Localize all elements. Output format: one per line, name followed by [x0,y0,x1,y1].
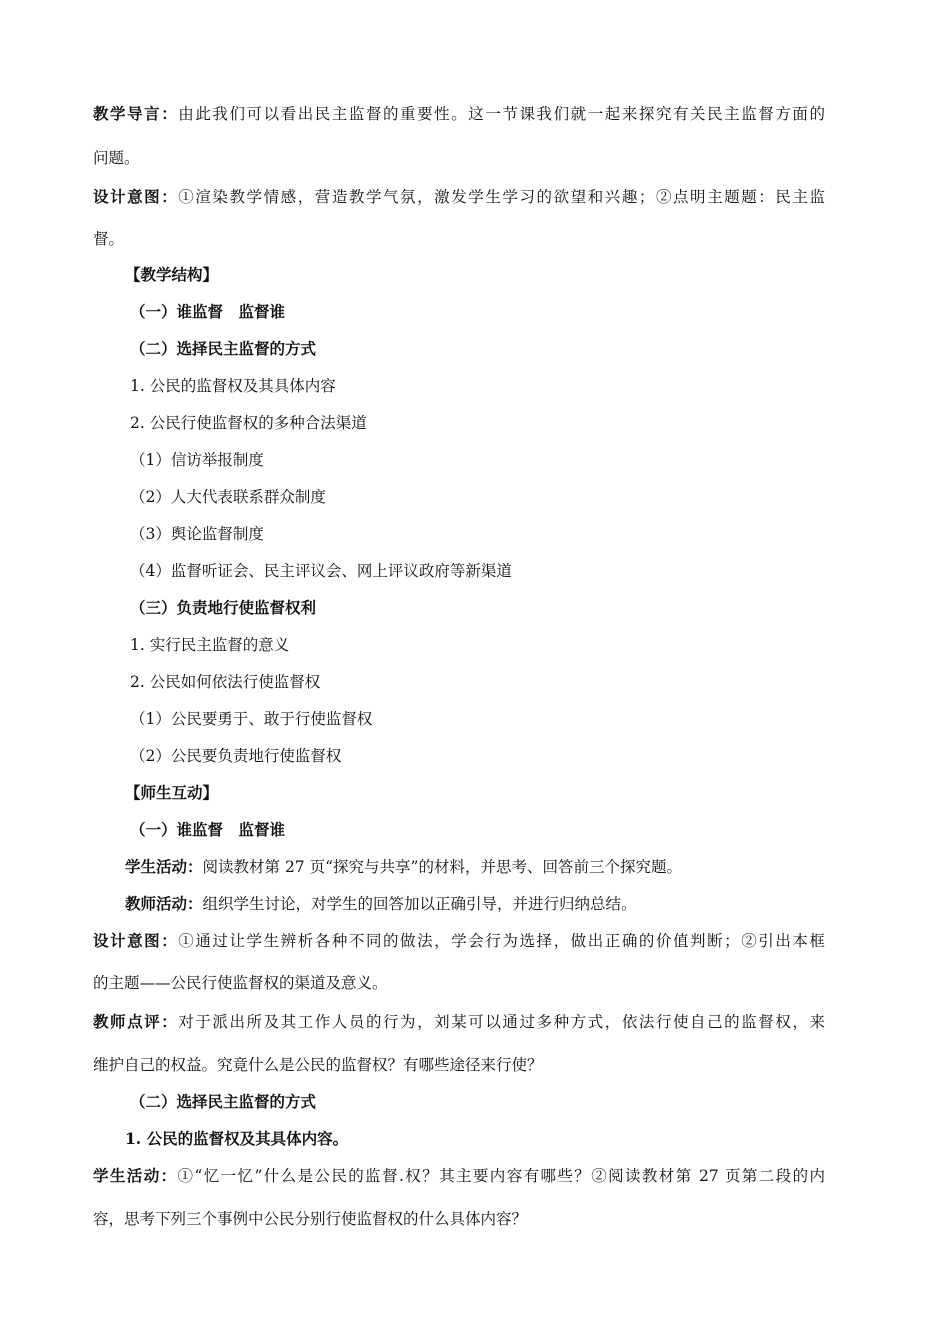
intro-line-2: 问题。 [93,149,140,167]
student-activity-2-label: 学生活动： [93,1166,178,1185]
design2-line-1 [93,931,825,951]
structure-s3-item: 2. 公民如何依法行使监督权 [130,673,321,691]
structure-section-3: （三）负责地行使监督权利 [130,598,317,617]
student-activity-2-line-1 [93,1166,825,1186]
interaction-section-1: （一）谁监督 监督谁 [130,820,286,839]
design2-label: 设计意图： [93,931,179,950]
student-activity-1 [125,857,682,877]
comment-label: 教师点评： [93,1012,179,1031]
intro-text: 由此我们可以看出民主监督的重要性。这一节课我们就一起来探究有关民主监督方面的 [178,105,825,123]
structure-section-1: （一）谁监督 监督谁 [130,302,286,321]
structure-s3-item: （2）公民要负责地行使监督权 [130,747,342,765]
teacher-activity-label: 教师活动： [125,894,203,913]
structure-section-2: （二）选择民主监督的方式 [130,339,317,358]
design1-label: 设计意图： [93,187,179,206]
structure-s2-item: 1. 公民的监督权及其具体内容 [130,377,336,395]
structure-s2-item: （1）信访举报制度 [130,451,264,469]
structure-s3-item: （1）公民要勇于、敢于行使监督权 [130,710,373,728]
design1-line-2: 督。 [93,230,125,248]
intro-line-1 [93,104,825,124]
student-activity-2-line-2: 容，思考下列三个事例中公民分别行使监督权的什么具体内容？ [93,1210,528,1228]
student-activity-label: 学生活动： [125,857,203,876]
teacher-activity-text: 组织学生讨论，对学生的回答加以正确引导，并进行归纳总结。 [202,895,637,913]
comment-text: 对于派出所及其工作人员的行为，刘某可以通过多种方式，依法行使自己的监督权，来 [178,1013,825,1031]
design1-line-1 [93,187,825,207]
structure-s2-item: 2. 公民行使监督权的多种合法渠道 [130,414,367,432]
interaction-heading: 【师生互动】 [125,783,219,802]
structure-s2-item: （2）人大代表联系群众制度 [130,488,326,506]
design2-text: ①通过让学生辨析各种不同的做法，学会行为选择，做出正确的价值判断；②引出本框 [178,932,825,950]
structure-s3-item: 1. 实行民主监督的意义 [130,636,290,654]
comment-line-1 [93,1012,825,1032]
intro-label: 教学导言： [93,104,179,123]
interaction-section-2: （二）选择民主监督的方式 [130,1092,317,1111]
comment-line-2: 维护自己的权益。究竟什么是公民的监督权？有哪些途径来行使？ [93,1056,543,1074]
design2-line-2: 的主题——公民行使监督权的渠道及意义。 [93,974,388,992]
structure-s2-item: （4）监督听证会、民主评议会、网上评议政府等新渠道 [130,562,512,580]
structure-s2-item: （3）舆论监督制度 [130,525,264,543]
student-activity-text: 阅读教材第 27 页“探究与共享”的材料，并思考、回答前三个探究题。 [202,858,682,876]
teacher-activity-1 [125,894,637,914]
interaction-point-1: 1. 公民的监督权及其具体内容。 [125,1129,349,1148]
design1-text: ①渲染教学情感，营造教学气氛，激发学生学习的欲望和兴趣；②点明主题题：民主监 [178,188,825,206]
student-activity-2-text: ①“忆一忆”什么是公民的监督.权？其主要内容有哪些？②阅读教材第 27 页第二段的内 [177,1167,825,1185]
structure-heading: 【教学结构】 [125,265,219,284]
